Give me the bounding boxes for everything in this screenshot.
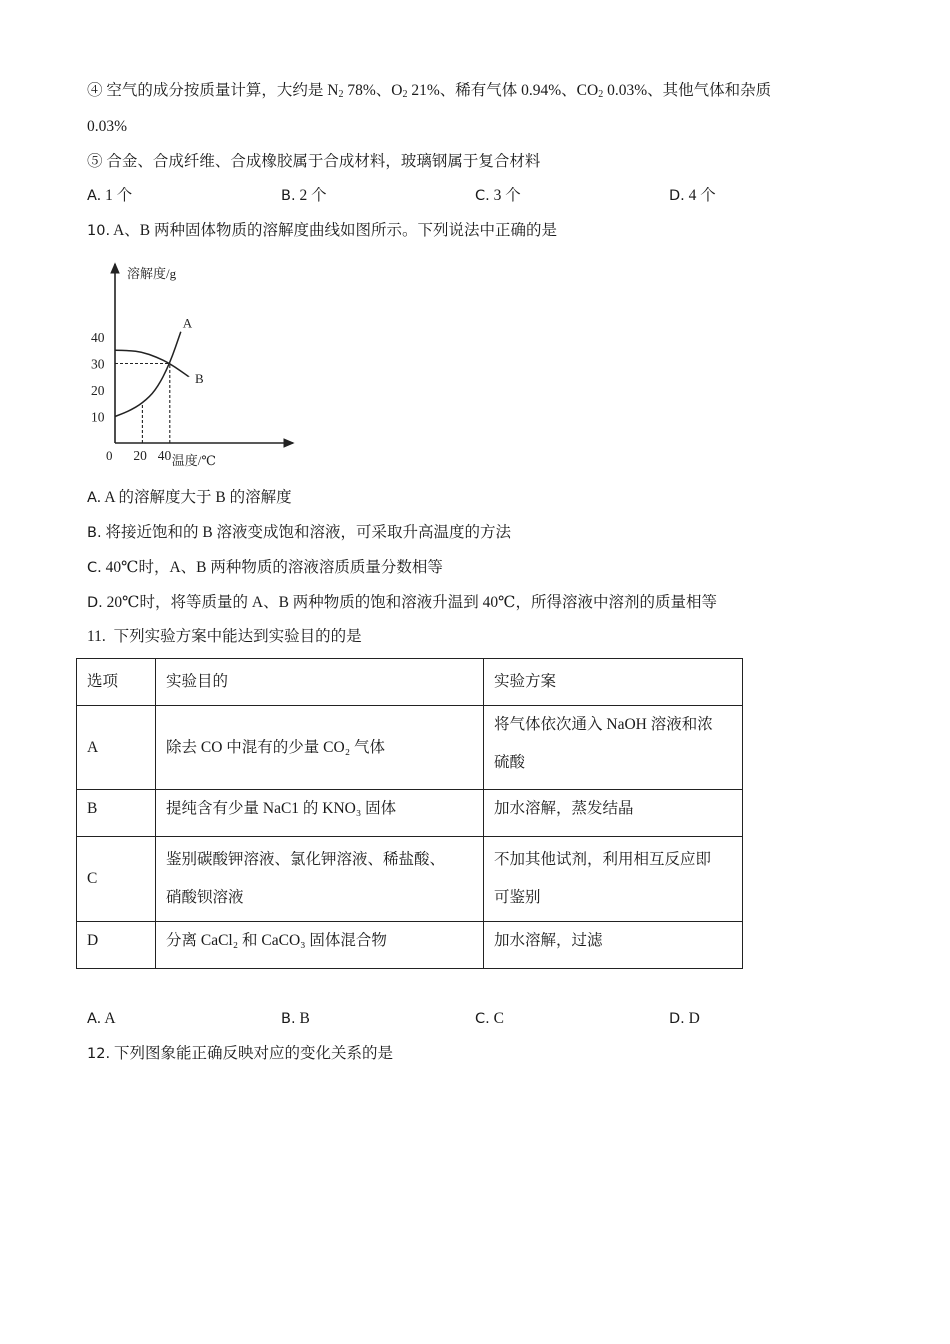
x-axis-label: 温度/℃: [171, 453, 216, 468]
row-plan: 加水溶解，过滤: [484, 922, 743, 969]
option-text: A 的溶解度大于 B 的溶解度: [104, 489, 292, 506]
statement-text: 21%、稀有气体 0.94%、CO: [407, 82, 599, 99]
statement-marker: ④: [87, 82, 103, 99]
option-label: D.: [669, 188, 685, 204]
plan-line: 可鉴别: [494, 889, 541, 906]
subscript: 2: [598, 89, 604, 100]
header-plan: 实验方案: [484, 659, 743, 706]
option-label: C.: [87, 560, 102, 576]
option-label: B.: [87, 525, 102, 541]
y-axis-label: 溶解度/g: [127, 266, 177, 281]
q9-options: [87, 186, 887, 206]
option-text: 2 个: [299, 187, 327, 204]
q10-stem: [87, 221, 557, 241]
option-label: D.: [669, 1011, 685, 1027]
q11-option-a[interactable]: [87, 1009, 116, 1029]
purpose-line: 鉴别碳酸钾溶液、氯化钾溶液、稀盐酸、: [166, 851, 446, 868]
q10-option-b[interactable]: [87, 523, 511, 543]
option-text: C: [493, 1010, 504, 1027]
option-label: A.: [87, 1011, 102, 1027]
option-text: 20℃时，将等质量的 A、B 两种物质的饱和溶液升温到 40℃，所得溶液中溶剂的质量相等: [106, 594, 717, 611]
q9-option-d[interactable]: [669, 186, 716, 206]
question-text: 下列图象能正确反映对应的变化关系的是: [113, 1045, 393, 1062]
question-number: 12.: [87, 1046, 111, 1062]
purpose-line: 硝酸钡溶液: [166, 889, 244, 906]
statement-text: 0.03%、其他气体和杂质: [603, 82, 772, 99]
row-purpose: 提纯含有少量 NaC1 的 KNO₃ 固体: [156, 790, 484, 837]
q11-option-d[interactable]: [669, 1009, 700, 1029]
row-option: A: [77, 706, 156, 790]
q9-option-c[interactable]: [475, 186, 521, 206]
origin-label: 0: [106, 448, 113, 463]
statement-4-continued: 0.03%: [87, 118, 128, 135]
series-curve-a: [115, 332, 181, 417]
q9-option-b[interactable]: [281, 186, 327, 206]
q10-option-d[interactable]: [87, 593, 717, 613]
option-text: A: [104, 1010, 116, 1027]
option-text: 3 个: [493, 187, 521, 204]
series-label-b: B: [194, 370, 204, 386]
q11-stem: [87, 627, 362, 647]
statement-5: [87, 152, 540, 172]
question-text: 下列实验方案中能达到实验目的的是: [113, 628, 362, 645]
option-label: A.: [87, 188, 102, 204]
table-row: [77, 837, 743, 922]
option-label: B.: [281, 1011, 296, 1027]
row-purpose: 分离 CaCl₂ 和 CaCO₃ 固体混合物: [156, 922, 484, 969]
option-label: D.: [87, 595, 103, 611]
row-purpose: [156, 837, 484, 922]
option-label: C.: [475, 188, 490, 204]
table-row: [77, 790, 743, 837]
option-label: B.: [281, 188, 296, 204]
option-label: C.: [475, 1011, 490, 1027]
q10-option-a[interactable]: [87, 488, 292, 508]
statement-text: 空气的成分按质量计算，大约是 N: [106, 82, 339, 99]
question-number: 10.: [87, 223, 111, 239]
row-option: B: [77, 790, 156, 837]
y-tick-label: 40: [91, 330, 105, 345]
option-text: 4 个: [688, 187, 716, 204]
table-header-row: [77, 659, 743, 706]
table-row: [77, 706, 743, 790]
solubility-curve-chart: [88, 258, 308, 473]
y-tick-label: 20: [91, 383, 105, 398]
option-text: 40℃时，A、B 两种物质的溶液溶质质量分数相等: [105, 559, 443, 576]
statement-marker: ⑤: [87, 153, 103, 170]
row-option: C: [77, 837, 156, 922]
row-purpose: 除去 CO 中混有的少量 CO₂ 气体: [156, 706, 484, 790]
row-plan: [484, 837, 743, 922]
header-option: 选项: [77, 659, 156, 706]
table-row: [77, 922, 743, 969]
plan-line: 硫酸: [494, 754, 526, 771]
row-option: D: [77, 922, 156, 969]
q9-option-a[interactable]: [87, 186, 132, 206]
y-tick-label: 10: [91, 409, 105, 425]
y-tick-label: 30: [91, 356, 105, 372]
q10-option-c[interactable]: [87, 558, 443, 578]
q12-stem: [87, 1044, 393, 1064]
question-text: A、B 两种固体物质的溶解度曲线如图所示。下列说法中正确的是: [113, 222, 558, 239]
x-tick-label: 40: [157, 448, 172, 463]
q11-options: [87, 1009, 887, 1029]
option-label: A.: [87, 490, 102, 506]
x-tick-label: 20: [133, 448, 147, 463]
option-text: B: [299, 1010, 310, 1027]
option-text: D: [688, 1010, 700, 1027]
plan-line: 不加其他试剂，利用相互反应即: [494, 851, 712, 868]
question-number: 11.: [87, 628, 106, 645]
row-plan: 加水溶解，蒸发结晶: [484, 790, 743, 837]
header-purpose: 实验目的: [156, 659, 484, 706]
row-plan: [484, 706, 743, 790]
experiment-table: [76, 658, 743, 969]
series-label-a: A: [182, 315, 193, 331]
subscript: 2: [338, 89, 344, 100]
statement-text: 78%、O: [343, 82, 403, 99]
plan-line: 将气体依次通入 NaOH 溶液和浓: [494, 716, 713, 733]
statement-text: 合金、合成纤维、合成橡胶属于合成材料，玻璃钢属于复合材料: [106, 153, 541, 170]
statement-4: [87, 81, 771, 101]
q11-option-b[interactable]: [281, 1009, 310, 1029]
option-text: 将接近饱和的 B 溶液变成饱和溶液，可采取升高温度的方法: [105, 524, 512, 541]
q11-option-c[interactable]: [475, 1009, 504, 1029]
subscript: 2: [402, 89, 408, 100]
option-text: 1 个: [105, 187, 133, 204]
